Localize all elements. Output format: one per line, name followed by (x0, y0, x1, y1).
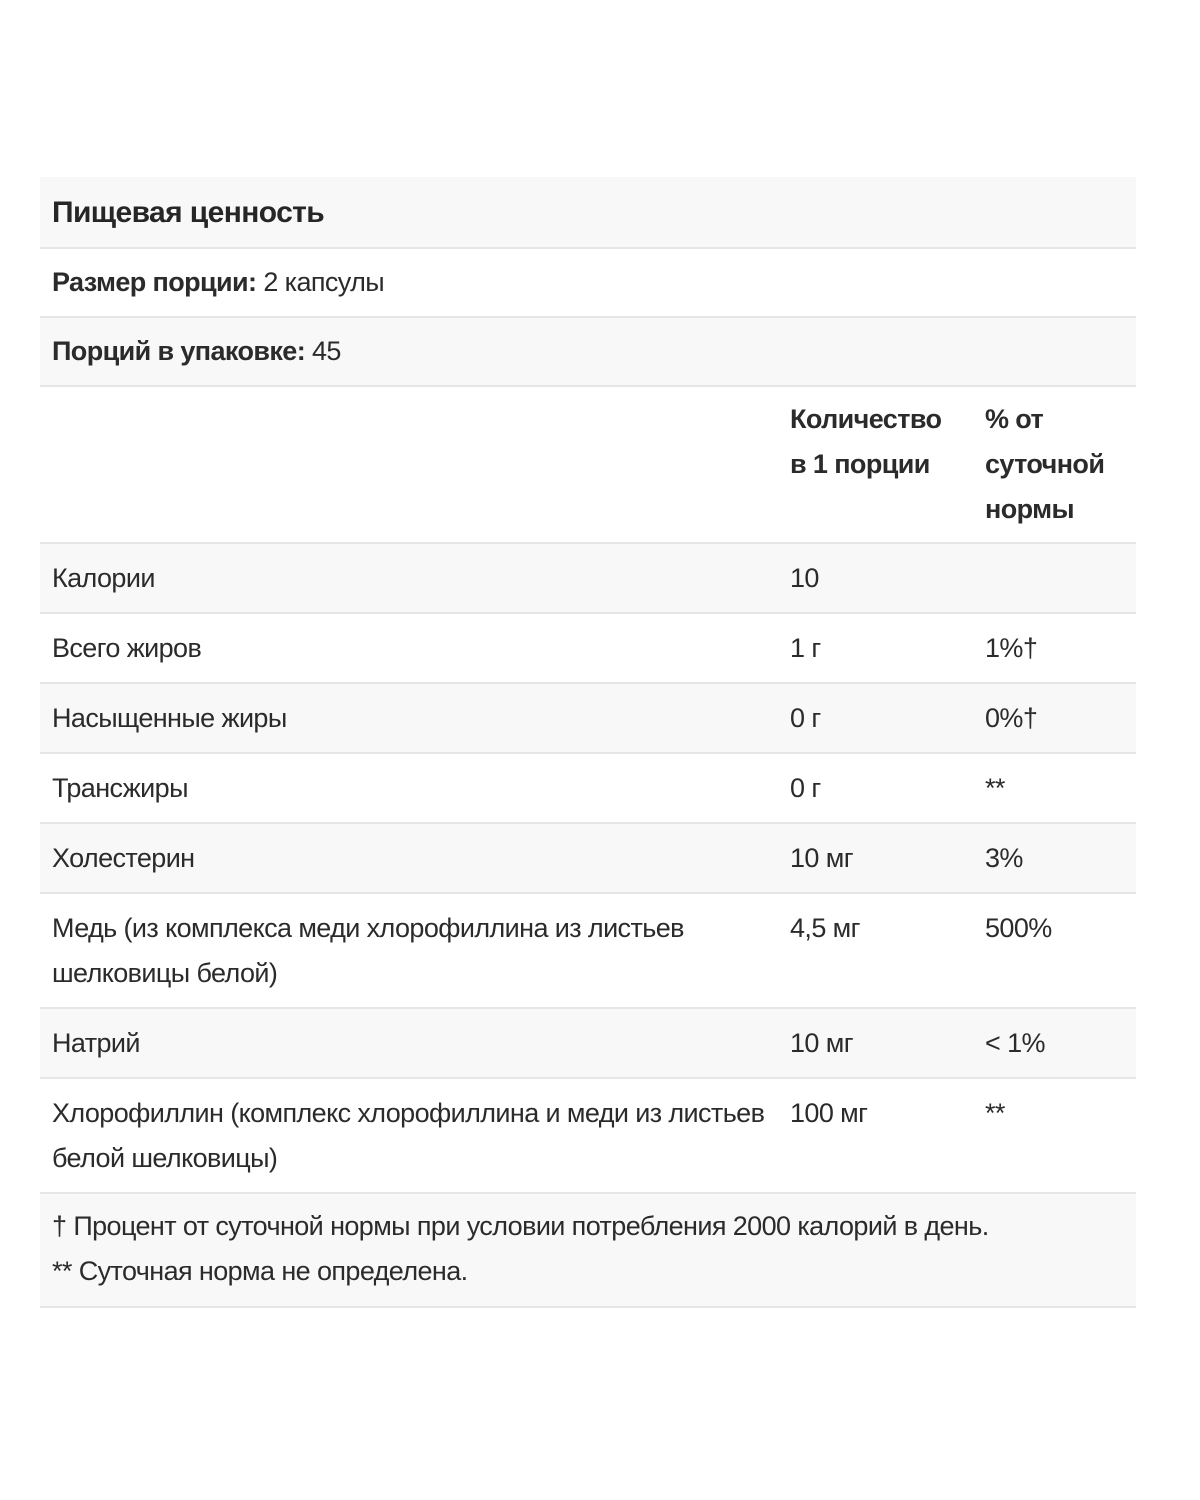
nutrient-amount: 10 мг (778, 1008, 973, 1078)
nutrient-amount: 4,5 мг (778, 893, 973, 1008)
servings-per-container (40, 317, 1136, 386)
nutrient-row (40, 1078, 1136, 1193)
nutrient-daily-value: ** (973, 753, 1136, 823)
nutrient-name: Калории (40, 543, 778, 613)
nutrient-amount: 10 (778, 543, 973, 613)
footnote-not-established: ** Суточная норма не определена. (52, 1256, 468, 1286)
footnotes-row (40, 1193, 1136, 1307)
serving-size-value: 2 капсулы (263, 267, 385, 297)
nutrient-amount: 1 г (778, 613, 973, 683)
nutrient-amount: 100 мг (778, 1078, 973, 1193)
nutrient-daily-value: 1%† (973, 613, 1136, 683)
nutrient-amount: 0 г (778, 683, 973, 753)
table-title: Пищевая ценность (40, 177, 1136, 248)
nutrient-daily-value: 0%† (973, 683, 1136, 753)
nutrient-name: Всего жиров (40, 613, 778, 683)
header-name-cell (40, 386, 778, 543)
serving-size (40, 248, 1136, 317)
footnote-daily-value: † Процент от суточной нормы при условии потребления 2000 калорий в день. (52, 1211, 989, 1241)
servings-per-container-value: 45 (312, 336, 341, 366)
nutrition-facts-table (40, 177, 1136, 1308)
nutrient-row (40, 683, 1136, 753)
header-daily-value: % от суточной нормы (973, 386, 1136, 543)
nutrient-row (40, 1008, 1136, 1078)
nutrient-name: Трансжиры (40, 753, 778, 823)
nutrient-amount: 10 мг (778, 823, 973, 893)
nutrient-row (40, 893, 1136, 1008)
nutrient-name: Холестерин (40, 823, 778, 893)
nutrient-row (40, 753, 1136, 823)
serving-size-label: Размер порции: (52, 267, 257, 297)
nutrient-amount: 0 г (778, 753, 973, 823)
nutrient-daily-value: ** (973, 1078, 1136, 1193)
serving-size-row (40, 248, 1136, 317)
footnotes (40, 1193, 1136, 1307)
nutrient-daily-value: 500% (973, 893, 1136, 1008)
nutrient-name: Натрий (40, 1008, 778, 1078)
nutrient-daily-value: 3% (973, 823, 1136, 893)
nutrient-row (40, 543, 1136, 613)
nutrient-name: Хлорофиллин (комплекс хлорофиллина и меди из листьев белой шелковицы) (40, 1078, 778, 1193)
nutrient-name: Медь (из комплекса меди хлорофиллина из листьев шелковицы белой) (40, 893, 778, 1008)
title-row (40, 177, 1136, 248)
servings-per-container-label: Порций в упаковке: (52, 336, 306, 366)
nutrient-daily-value (973, 543, 1136, 613)
nutrient-row (40, 823, 1136, 893)
servings-per-container-row (40, 317, 1136, 386)
nutrient-name: Насыщенные жиры (40, 683, 778, 753)
nutrient-daily-value: < 1% (973, 1008, 1136, 1078)
header-amount: Количество в 1 порции (778, 386, 973, 543)
nutrient-row (40, 613, 1136, 683)
column-header-row (40, 386, 1136, 543)
